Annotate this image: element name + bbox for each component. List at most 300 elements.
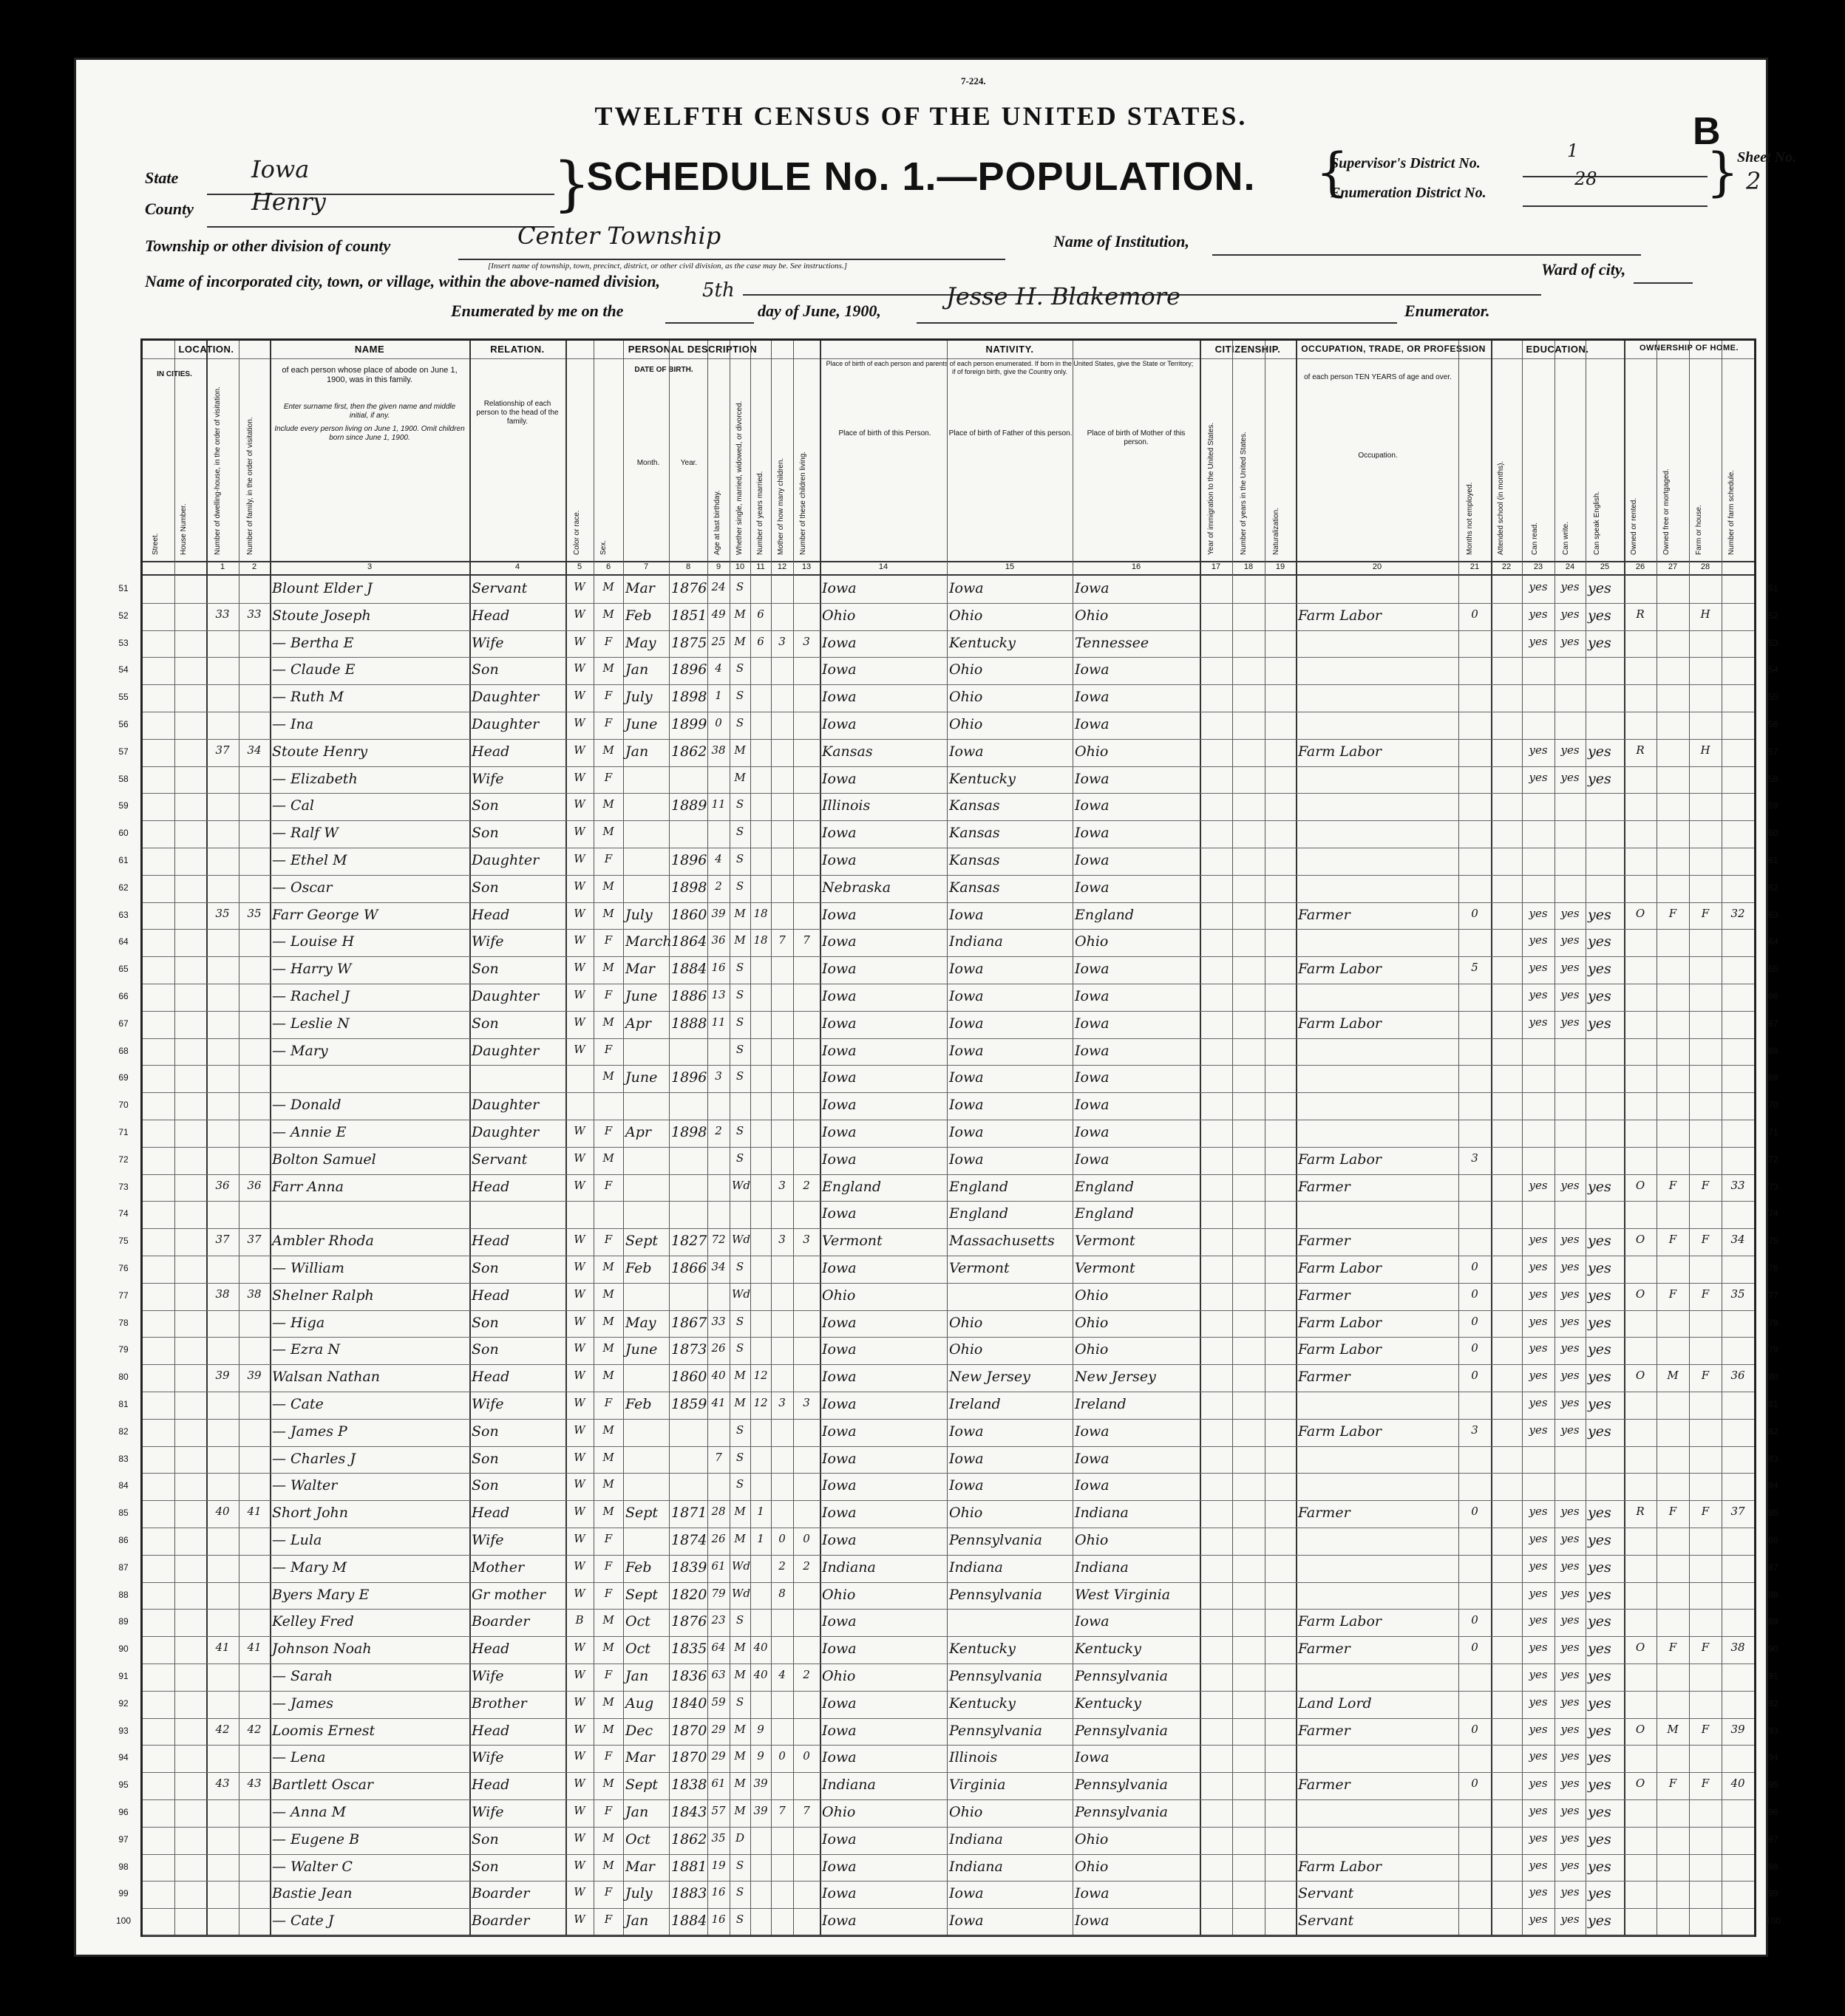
- cell-age: 61: [711, 1777, 726, 1791]
- cell-bp: Iowa: [822, 1885, 857, 1902]
- cell-s: M: [602, 1015, 614, 1029]
- line-number: 84: [118, 1480, 129, 1491]
- cell-c: W: [574, 1287, 585, 1301]
- cell-rd: yes: [1529, 1314, 1548, 1328]
- cell-s: M: [602, 825, 614, 839]
- group-header-line: [143, 358, 1754, 359]
- cell-bm: Iowa: [1075, 1749, 1110, 1766]
- cell-wr: yes: [1560, 1287, 1580, 1301]
- cell-c: W: [574, 1641, 585, 1655]
- line-number: 56: [118, 719, 129, 729]
- cell-ms: Wd: [732, 1178, 751, 1192]
- cell-en: yes: [1588, 1613, 1611, 1630]
- cell-bf: Ohio: [949, 607, 983, 624]
- cell-m: Jan: [625, 1804, 649, 1820]
- cell-en: yes: [1588, 1396, 1611, 1412]
- cell-y: 1860: [671, 1369, 707, 1386]
- cell-en: yes: [1588, 1260, 1611, 1276]
- cell-bp: Iowa: [822, 1477, 857, 1494]
- cell-age: 29: [711, 1722, 726, 1736]
- cell-c: W: [574, 634, 585, 648]
- name-instr2: Include every person living on June 1, 1900. Omit children born since June 1, 1900.: [274, 425, 465, 442]
- cell-occ: Farmer: [1298, 1178, 1350, 1195]
- row-rule: [143, 1663, 1754, 1664]
- cell-en: yes: [1588, 1695, 1611, 1712]
- cell-rel: Daughter: [472, 1097, 540, 1114]
- cell-rel: Head: [472, 1777, 510, 1794]
- cell-en: yes: [1588, 906, 1611, 923]
- cell-age: 40: [711, 1369, 726, 1383]
- cell-fh: F: [1701, 1233, 1710, 1247]
- cell-name: Farr George W: [272, 906, 378, 923]
- cell-age: 41: [711, 1396, 726, 1409]
- line-number: 71: [1768, 1127, 1778, 1137]
- cell-ms: S: [735, 1858, 744, 1872]
- cell-bf: Iowa: [949, 1097, 984, 1114]
- cell-occ: Farmer: [1298, 1641, 1350, 1658]
- cell-s: M: [602, 607, 614, 621]
- cell-age: 59: [711, 1695, 726, 1709]
- marital-header: Whether single, married, widowed, or divorced.: [735, 401, 744, 555]
- cell-bm: Iowa: [1075, 1423, 1110, 1440]
- column-rule: [1458, 341, 1459, 1935]
- cell-rd: yes: [1529, 988, 1548, 1001]
- cell-s: M: [602, 580, 614, 593]
- column-rule: [623, 341, 624, 1935]
- cell-name: Johnson Noah: [272, 1641, 372, 1658]
- township-value: Center Township: [517, 222, 721, 250]
- cell-ms: M: [734, 770, 746, 784]
- cell-bf: Illinois: [949, 1749, 998, 1766]
- cell-ms: Wd: [732, 1233, 751, 1247]
- cell-m: Mar: [625, 580, 655, 596]
- cell-bm: Ohio: [1075, 607, 1109, 624]
- column-number: 2: [251, 562, 257, 571]
- cell-f: 39: [247, 1369, 262, 1383]
- cell-rel: Head: [472, 1641, 510, 1658]
- column-rule: [771, 341, 772, 1935]
- citizenship-header: CITIZENSHIP.: [1214, 344, 1281, 355]
- cell-en: yes: [1588, 1505, 1611, 1522]
- cell-bp: Illinois: [822, 797, 871, 814]
- cell-bm: Iowa: [1075, 1913, 1110, 1930]
- cell-en: yes: [1588, 1831, 1611, 1848]
- cell-fh: F: [1701, 1722, 1710, 1736]
- cell-rd: yes: [1529, 1613, 1548, 1627]
- cell-en: yes: [1588, 1423, 1611, 1440]
- cell-bf: England: [949, 1178, 1009, 1195]
- cell-occ: Farmer: [1298, 1722, 1350, 1739]
- cell-en: yes: [1588, 1668, 1611, 1684]
- cell-y: 1860: [671, 906, 707, 923]
- column-rule: [469, 341, 471, 1935]
- line-number: 72: [118, 1154, 129, 1165]
- cell-rd: yes: [1529, 1695, 1548, 1709]
- cell-wr: yes: [1560, 607, 1580, 621]
- cell-bm: Ohio: [1075, 1532, 1109, 1548]
- cell-bp: Ohio: [822, 1287, 856, 1304]
- cell-rel: Wife: [472, 933, 504, 950]
- line-number: 59: [118, 800, 129, 811]
- cell-cl: 7: [803, 1804, 810, 1817]
- cell-bm: Iowa: [1075, 825, 1110, 842]
- cell-name: — William: [272, 1260, 344, 1276]
- cell-rd: yes: [1529, 1015, 1548, 1029]
- cell-ms: S: [735, 961, 744, 975]
- enumerator-label: Enumerator.: [1404, 302, 1490, 320]
- cell-age: 61: [711, 1559, 726, 1573]
- cell-cl: 2: [803, 1178, 810, 1192]
- column-number: 17: [1211, 562, 1221, 571]
- column-number: 6: [605, 562, 611, 571]
- cell-bm: Ireland: [1075, 1396, 1127, 1412]
- can-write-header: Can write.: [1562, 521, 1570, 555]
- cell-ms: S: [735, 879, 744, 893]
- column-number: 22: [1501, 562, 1512, 571]
- cell-rel: Daughter: [472, 852, 540, 868]
- name-instr1: Enter surname first, then the given name and middle initial, if any.: [283, 403, 456, 420]
- cell-o: O: [1635, 1722, 1645, 1736]
- cell-c: W: [574, 1505, 585, 1519]
- cell-y: 1886: [671, 988, 707, 1004]
- cell-wr: yes: [1560, 1695, 1580, 1709]
- cell-rd: yes: [1529, 1260, 1548, 1273]
- cell-s: M: [602, 906, 614, 920]
- column-number: 3: [367, 562, 373, 571]
- cell-wr: yes: [1560, 1341, 1580, 1355]
- cell-y: 1896: [671, 1069, 707, 1086]
- cell-cl: 3: [803, 634, 810, 648]
- column-rule: [1491, 341, 1492, 1935]
- cell-bf: Iowa: [949, 1069, 984, 1086]
- cell-mo: 4: [778, 1668, 786, 1681]
- cell-rel: Wife: [472, 770, 504, 787]
- column-number: 21: [1469, 562, 1480, 571]
- line-number: 57: [1768, 746, 1778, 757]
- cell-mo: 2: [778, 1559, 786, 1573]
- cell-y: 1874: [671, 1532, 707, 1548]
- cell-m: Sept: [625, 1233, 659, 1250]
- cell-wr: yes: [1560, 770, 1580, 784]
- cell-name: Blount Elder J: [272, 580, 373, 596]
- cell-name: Ambler Rhoda: [272, 1233, 374, 1250]
- cell-rel: Daughter: [472, 988, 540, 1004]
- cell-d: 42: [215, 1722, 230, 1736]
- cell-age: 72: [711, 1233, 726, 1247]
- line-number: 66: [118, 991, 129, 1001]
- cell-rd: yes: [1529, 1885, 1548, 1899]
- cell-age: 29: [711, 1749, 726, 1763]
- cell-y: 1881: [671, 1858, 707, 1875]
- cell-rel: Son: [472, 1450, 499, 1467]
- row-rule: [143, 1827, 1754, 1828]
- cell-bm: Iowa: [1075, 661, 1110, 678]
- cell-rd: yes: [1529, 1505, 1548, 1519]
- cell-d: 40: [215, 1505, 230, 1519]
- cell-f: 35: [247, 906, 262, 920]
- column-number: 12: [777, 562, 787, 571]
- cell-name: — James P: [272, 1423, 347, 1440]
- header-bottom-line: [143, 574, 1754, 576]
- row-rule: [143, 1446, 1754, 1447]
- cell-mu: 0: [1471, 1287, 1478, 1301]
- cell-bm: Indiana: [1075, 1559, 1129, 1576]
- column-number: 14: [878, 562, 888, 571]
- cell-ym: 39: [753, 1804, 768, 1817]
- cell-bm: Iowa: [1075, 1097, 1110, 1114]
- cell-en: yes: [1588, 1178, 1611, 1195]
- cell-wr: yes: [1560, 961, 1580, 975]
- cell-bm: Iowa: [1075, 1450, 1110, 1467]
- cell-ms: M: [734, 1804, 746, 1817]
- line-number: 100: [1765, 1915, 1781, 1927]
- cell-mu: 0: [1471, 906, 1478, 920]
- cell-name: Farr Anna: [272, 1178, 344, 1195]
- row-rule: [143, 1065, 1754, 1066]
- cell-c: W: [574, 1532, 585, 1545]
- cell-ms: S: [735, 1477, 744, 1491]
- cell-age: 2: [715, 1124, 722, 1137]
- cell-name: — Ethel M: [272, 852, 347, 868]
- cell-cl: 0: [803, 1749, 810, 1763]
- line-number: 83: [1768, 1453, 1778, 1464]
- cell-o: R: [1636, 607, 1645, 621]
- cell-en: yes: [1588, 1722, 1611, 1739]
- cell-m: July: [625, 689, 653, 706]
- cell-fs: 38: [1730, 1641, 1745, 1655]
- cell-d: 33: [215, 607, 230, 621]
- line-number: 86: [1768, 1535, 1778, 1545]
- column-number: 5: [577, 562, 582, 571]
- row-rule: [143, 1772, 1754, 1773]
- cell-bm: Pennsylvania: [1075, 1722, 1168, 1739]
- row-rule: [143, 1691, 1754, 1692]
- cell-of: F: [1668, 906, 1677, 920]
- line-number: 100: [115, 1915, 132, 1927]
- cell-bf: Iowa: [949, 1913, 984, 1930]
- cell-age: 4: [715, 661, 722, 675]
- cell-bp: Nebraska: [822, 879, 891, 896]
- cell-rel: Son: [472, 1015, 499, 1032]
- cell-rel: Son: [472, 797, 499, 814]
- column-rule: [174, 341, 175, 1935]
- cell-bf: Kentucky: [949, 1641, 1016, 1658]
- cell-wr: yes: [1560, 1314, 1580, 1328]
- cell-ms: Wd: [732, 1287, 751, 1301]
- cell-occ: Farm Labor: [1298, 1260, 1382, 1276]
- enumerated-day: 5th: [702, 279, 735, 302]
- cell-y: 1843: [671, 1804, 707, 1820]
- cell-y: 1873: [671, 1341, 707, 1358]
- cell-bf: Ohio: [949, 1314, 983, 1331]
- row-rule: [143, 1337, 1754, 1338]
- line-number: 94: [1768, 1752, 1778, 1763]
- cell-ms: M: [734, 1641, 746, 1655]
- cell-rel: Head: [472, 1178, 510, 1195]
- cell-s: F: [604, 1042, 613, 1056]
- cell-s: M: [602, 1450, 614, 1464]
- line-number: 72: [1768, 1154, 1778, 1165]
- cell-c: W: [574, 988, 585, 1001]
- cell-rel: Head: [472, 607, 510, 624]
- cell-age: 2: [715, 879, 722, 893]
- cell-bp: Iowa: [822, 1613, 857, 1630]
- cell-d: 35: [215, 906, 230, 920]
- row-rule: [143, 1174, 1754, 1175]
- cell-s: M: [602, 1151, 614, 1165]
- line-number: 82: [118, 1426, 129, 1437]
- can-read-header: Can read.: [1531, 522, 1539, 555]
- cell-m: Jan: [625, 661, 649, 678]
- cell-c: W: [574, 825, 585, 839]
- sex-header: Sex.: [599, 539, 608, 555]
- cell-rel: Son: [472, 661, 499, 678]
- cell-o: R: [1636, 1505, 1645, 1519]
- cell-bp: Iowa: [822, 852, 857, 868]
- cell-bf: Indiana: [949, 1559, 1003, 1576]
- cell-m: Mar: [625, 1749, 655, 1766]
- cell-name: — Ruth M: [272, 689, 344, 706]
- cell-s: F: [604, 689, 613, 703]
- cell-s: M: [602, 1260, 614, 1273]
- cell-m: March: [625, 933, 672, 950]
- cell-y: 1820: [671, 1586, 707, 1603]
- cell-s: F: [604, 988, 613, 1001]
- cell-rel: Daughter: [472, 1042, 540, 1059]
- cell-s: M: [602, 1341, 614, 1355]
- cell-name: — Elizabeth: [272, 770, 358, 787]
- column-rule: [565, 341, 567, 1935]
- cell-bm: England: [1075, 906, 1135, 923]
- row-rule: [143, 1364, 1754, 1365]
- cell-mu: 0: [1471, 1260, 1478, 1273]
- cell-s: M: [602, 1858, 614, 1872]
- row-rule: [143, 1582, 1754, 1583]
- cell-occ: Land Lord: [1298, 1695, 1372, 1712]
- cell-rd: yes: [1529, 1777, 1548, 1791]
- cell-name: — Charles J: [272, 1450, 356, 1467]
- cell-en: yes: [1588, 988, 1611, 1004]
- cell-rel: Son: [472, 1314, 499, 1331]
- family-header: Number of family, in the order of visitation.: [246, 417, 254, 555]
- cell-rd: yes: [1529, 1423, 1548, 1437]
- cell-rd: yes: [1529, 770, 1548, 784]
- column-number: 26: [1635, 562, 1645, 571]
- line-number: 60: [118, 828, 129, 839]
- cell-occ: Farm Labor: [1298, 1613, 1382, 1630]
- county-value: Henry: [251, 188, 326, 216]
- cell-s: M: [602, 1722, 614, 1736]
- owned-free-header: Owned free or mortgaged.: [1662, 469, 1671, 555]
- occupation-col-header: Occupation.: [1358, 452, 1398, 460]
- line-number: 85: [1768, 1508, 1778, 1519]
- cell-ms: S: [735, 1151, 744, 1165]
- cell-y: 1866: [671, 1260, 707, 1276]
- cell-bm: Ohio: [1075, 743, 1109, 760]
- line-number: 77: [118, 1290, 129, 1301]
- cell-y: 1859: [671, 1396, 707, 1412]
- cell-ym: 1: [757, 1532, 764, 1545]
- cell-en: yes: [1588, 1858, 1611, 1875]
- cell-bf: Iowa: [949, 1885, 984, 1902]
- row-rule: [143, 684, 1754, 685]
- cell-m: June: [625, 988, 658, 1004]
- cell-rd: yes: [1529, 961, 1548, 975]
- row-rule: [143, 1908, 1754, 1909]
- column-number: 20: [1372, 562, 1382, 571]
- cell-f: 38: [247, 1287, 262, 1301]
- cell-c: W: [574, 1260, 585, 1273]
- cell-ms: M: [734, 1532, 746, 1545]
- cell-bf: Kentucky: [949, 634, 1016, 651]
- cell-name: — Louise H: [272, 933, 355, 950]
- line-number: 51: [1768, 583, 1778, 593]
- cell-fs: 35: [1730, 1287, 1745, 1301]
- line-number: 76: [1768, 1263, 1778, 1273]
- line-number: 91: [1768, 1671, 1778, 1681]
- cell-fs: 39: [1730, 1722, 1745, 1736]
- cell-bp: Vermont: [822, 1233, 883, 1250]
- line-number: 67: [118, 1018, 129, 1029]
- cell-c: W: [574, 1749, 585, 1763]
- cell-f: 36: [247, 1178, 262, 1192]
- cell-age: 19: [711, 1858, 726, 1872]
- cell-ym: 1: [757, 1505, 764, 1519]
- column-number: 25: [1600, 562, 1610, 571]
- cell-bf: Ohio: [949, 1804, 983, 1820]
- cell-bf: Iowa: [949, 1015, 984, 1032]
- cell-m: Mar: [625, 1858, 655, 1875]
- cell-age: 35: [711, 1831, 726, 1845]
- line-number: 66: [1768, 991, 1778, 1001]
- cell-fh: F: [1701, 1178, 1710, 1192]
- cell-m: Oct: [625, 1613, 650, 1630]
- cell-occ: Farm Labor: [1298, 1341, 1382, 1358]
- cell-ms: S: [735, 1423, 744, 1437]
- cell-bp: Iowa: [822, 1396, 857, 1412]
- cell-d: 38: [215, 1287, 230, 1301]
- cell-s: F: [604, 1178, 613, 1192]
- cell-c: W: [574, 961, 585, 975]
- cell-fh: H: [1700, 743, 1710, 757]
- cell-y: 1851: [671, 607, 707, 624]
- cell-c: W: [574, 1341, 585, 1355]
- cell-wr: yes: [1560, 1396, 1580, 1409]
- cell-rel: Son: [472, 961, 499, 978]
- cell-y: 1839: [671, 1559, 707, 1576]
- enumeration-line: [1523, 192, 1708, 207]
- birth-father-header: Place of birth of Father of this person.: [948, 429, 1073, 437]
- cell-bp: Indiana: [822, 1559, 876, 1576]
- cell-y: 1876: [671, 580, 707, 596]
- cell-name: — Cate: [272, 1396, 324, 1412]
- cell-c: W: [574, 1913, 585, 1927]
- line-number: 74: [1768, 1208, 1778, 1219]
- cell-bm: Pennsylvania: [1075, 1777, 1168, 1794]
- sheet-letter: B: [1693, 110, 1721, 153]
- cell-bf: Kansas: [949, 825, 1000, 842]
- cell-bp: Iowa: [822, 1205, 857, 1222]
- column-number: 24: [1565, 562, 1575, 571]
- cell-ms: S: [735, 1015, 744, 1029]
- column-rule: [707, 341, 708, 1935]
- cell-c: W: [574, 1314, 585, 1328]
- cell-f: 34: [247, 743, 262, 757]
- cell-bp: Iowa: [822, 1423, 857, 1440]
- line-number: 58: [1768, 773, 1778, 784]
- cell-wr: yes: [1560, 580, 1580, 593]
- column-number: 10: [735, 562, 745, 571]
